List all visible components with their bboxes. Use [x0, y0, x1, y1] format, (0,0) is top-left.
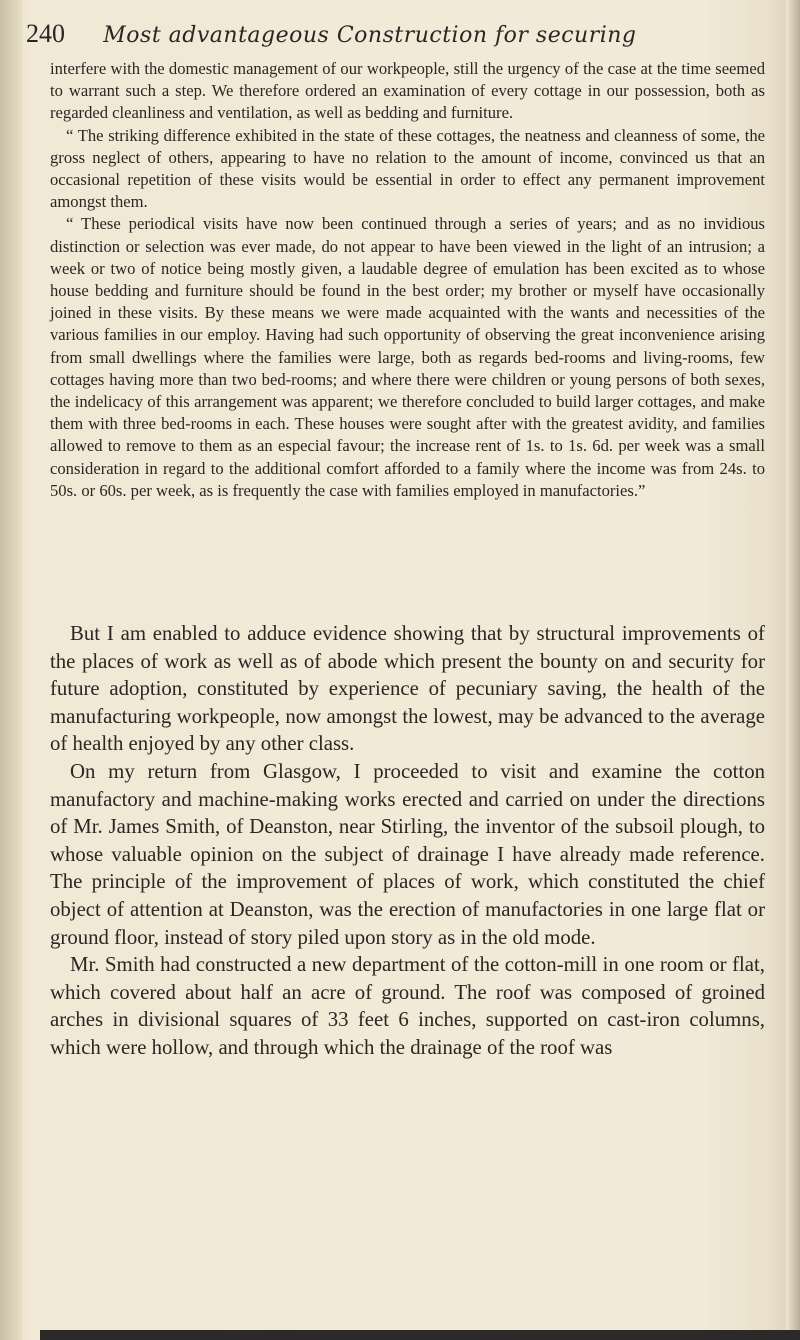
page-header	[26, 14, 766, 54]
quote-paragraph: interfere with the domestic management of our workpeople, still the urgency of the case at the time seemed to warrant such a step. We therefore ordered an examination of every cottage in our possession, both as regarded cleanliness and ventilation, as well as bedding and furniture.	[50, 59, 765, 123]
body-paragraph: Mr. Smith had constructed a new department of the cotton-mill in one room or flat, which covered about half an acre of ground. The roof was composed of groined arches in divisional squares of 33 feet 6 inches, supported on cast-iron columns, which were hollow, and through which the drainage of the roof was	[50, 953, 765, 1059]
quote-paragraph: “ The striking difference exhibited in the state of these cottages, the neatness and cleanness of some, the gross neglect of others, appearing to have no relation to the amount of income, convinced us that an occasional repetition of these visits would be essential in order to effect any permanent improvement amongst them.	[50, 125, 765, 212]
main-text	[50, 620, 765, 1062]
scan-bottom-edge	[40, 1330, 800, 1340]
quoted-passage	[50, 58, 765, 502]
body-paragraph: On my return from Glasgow, I proceeded to visit and examine the cotton manufactory and machine-making works erected and carried on under the directions of Mr. James Smith, of Deanston, near Stirling, the inventor of the subsoil plough, to whose valuable opinion on the subject of drainage I have already made reference. The principle of the improvement of places of work, which constituted the chief object of attention at Deanston, was the erection of manufactories in one large flat or ground floor, instead of story piled upon story as in the old mode.	[50, 759, 765, 949]
running-head: Most advantageous Construction for securing	[103, 23, 637, 48]
page-gutter	[0, 0, 22, 1340]
page-edge	[786, 0, 800, 1340]
body-paragraph: But I am enabled to adduce evidence showing that by structural improvements of the places of work as well as of abode which present the bounty on and security for future adoption, constituted by experience of pecuniary saving, the health of the manufacturing workpeople, now amongst the lowest, may be advanced to the average of health enjoyed by any other class.	[50, 622, 765, 756]
page-number: 240	[26, 19, 65, 48]
quote-paragraph: “ These periodical visits have now been continued through a series of years; and as no invidious distinction or selection was ever made, do not appear to have been viewed in the light of an intrusion; a week or two of notice being mostly given, a laudable degree of emulation has been excited as to whose house bedding and furniture should be found in the best order; my brother or myself have occasionally joined in these visits. By these means we were made acquainted with the wants and necessities of the various families in our employ. Having had such opportunity of observing the great inconvenience arising from small dwellings where the families were large, both as regards bed-rooms and living-rooms, few cottages having more than two bed-rooms; and where there were children or young persons of both sexes, the indelicacy of this arrangement was apparent; we therefore concluded to build larger cottages, and make them with three bed-rooms in each. These houses were sought after with the greatest avidity, and families allowed to remove to them as an especial favour; the increase rent of 1s. to 1s. 6d. per week was a small consideration in regard to the additional comfort afforded to a family where the income was from 24s. to 50s. or 60s. per week, as is frequently the case with families employed in manufactories.”	[50, 214, 765, 500]
